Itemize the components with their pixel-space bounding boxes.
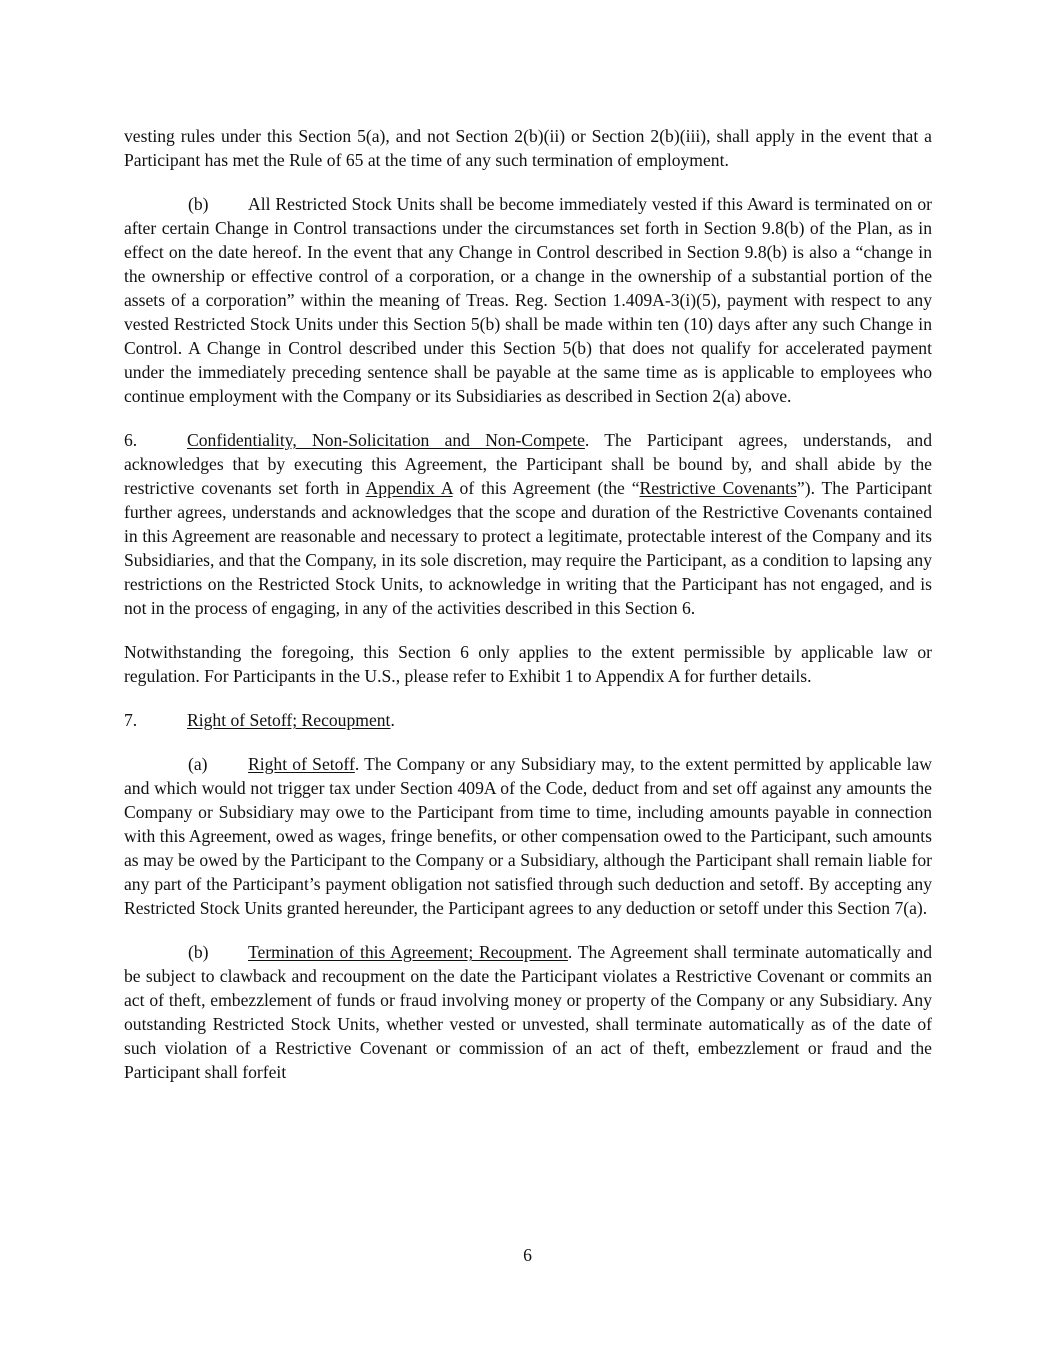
section-6 xyxy=(124,428,932,620)
section-7-heading-end: . xyxy=(390,710,395,730)
subsection-marker-b-7: (b) xyxy=(188,942,209,962)
paragraph-7b-heading: Termination of this Agreement; Recoupment xyxy=(248,942,568,962)
appendix-a-reference: Appendix A xyxy=(365,478,453,498)
section-6-text-3: ”). The Participant further agrees, understands and acknowledges that the scope and duration of the Restrictive Covenants contained in this Agreement are reasonable and necessary to protect a legitimate, protectable interest of the Company and its Subsidiaries, and that the Company, in its sole discretion, may require the Participant, as a condition to lapsing any restrictions on the Restricted Stock Units, to acknowledge in writing that the Participant has not engaged, and is not in the process of engaging, in any of the activities described in this Section 6. xyxy=(124,478,933,618)
paragraph-7b xyxy=(124,940,932,1084)
paragraph-7b-text: . The Agreement shall terminate automatically and be subject to clawback and recoupment on the date the Participant violates a Restrictive Covenant or commits an act of theft, embezzlement of funds or fraud involving money or property of the Company or any Subsidiary. Any outstanding Restricted Stock Units, whether vested or unvested, shall terminate automatically as of the date of such violation of a Restrictive Covenant or commission of an act of theft, embezzlement or fraud and the Participant shall forfeit xyxy=(124,942,933,1082)
section-7-heading-line xyxy=(124,708,932,732)
section-6-number: 6. xyxy=(124,430,138,450)
section-6-heading-end: . xyxy=(584,430,590,450)
paragraph-5b xyxy=(124,192,932,408)
paragraph-5b-text: All Restricted Stock Units shall be become immediately vested if this Award is terminated on or after certain Change in Control transactions under the circumstances set forth in Section 9.8(b) of the Plan, as in effect on the date hereof. In the event that any Change in Control described in Section 9.8(b) is also a “change in the ownership or effective control of a corporation, or a change in the ownership of a substantial portion of the assets of a corporation” within the meaning of Treas. Reg. Section 1.409A-3(i)(5), payment with respect to any vested Restricted Stock Units under this Section 5(b) shall be made within ten (10) days after any such Change in Control. A Change in Control described under this Section 5(b) that does not qualify for accelerated payment under the immediately preceding sentence shall be payable at the same time as is applicable to employees who continue employment with the Company or its Subsidiaries as described in Section 2(a) above. xyxy=(124,194,932,406)
paragraph-7a xyxy=(124,752,932,920)
document-page xyxy=(124,124,932,1084)
restrictive-covenants-term: Restrictive Covenants xyxy=(639,478,797,498)
paragraph-7a-heading: Right of Setoff xyxy=(248,754,355,774)
section-6-text-1: The Participant agrees, understands, and acknowledges that by executing this Agreement, the Participant shall be bound by, and shall abide by the restrictive covenants set forth in xyxy=(124,430,932,498)
section-7-number: 7. xyxy=(124,710,138,730)
paragraph-7a-text: . The Company or any Subsidiary may, to the extent permitted by applicable law and which would not trigger tax under Section 409A of the Code, deduct from and set off against any amounts the Company or Subsidiary may owe to the Participant from time to time, including amounts payable in connection with this Agreement, owed as wages, fringe benefits, or other compensation owed to the Participant, such amounts as may be owed by the Participant to the Company or a Subsidiary, although the Participant shall remain liable for any part of the Participant’s payment obligation not satisfied through such deduction and setoff. By accepting any Restricted Stock Units granted hereunder, the Participant agrees to any deduction or setoff under this Section 7(a). xyxy=(124,754,932,918)
section-6-text-2: of this Agreement (the “ xyxy=(452,478,640,498)
subsection-marker-b: (b) xyxy=(188,194,209,214)
paragraph-5a-continuation: vesting rules under this Section 5(a), and not Section 2(b)(ii) or Section 2(b)(iii), shall apply in the event that a Participant has met the Rule of 65 at the time of any such termination of employment. xyxy=(124,126,932,170)
subsection-marker-a: (a) xyxy=(188,754,208,774)
paragraph-notwithstanding: Notwithstanding the foregoing, this Section 6 only applies to the extent permissible by applicable law or regulation. For Participants in the U.S., please refer to Exhibit 1 to Appendix A for further details. xyxy=(124,642,932,686)
page-number: 6 xyxy=(523,1245,532,1265)
section-7-heading: Right of Setoff; Recoupment xyxy=(187,710,391,730)
section-6-heading: Confidentiality, Non-Solicitation and Non-Compete xyxy=(187,430,585,450)
